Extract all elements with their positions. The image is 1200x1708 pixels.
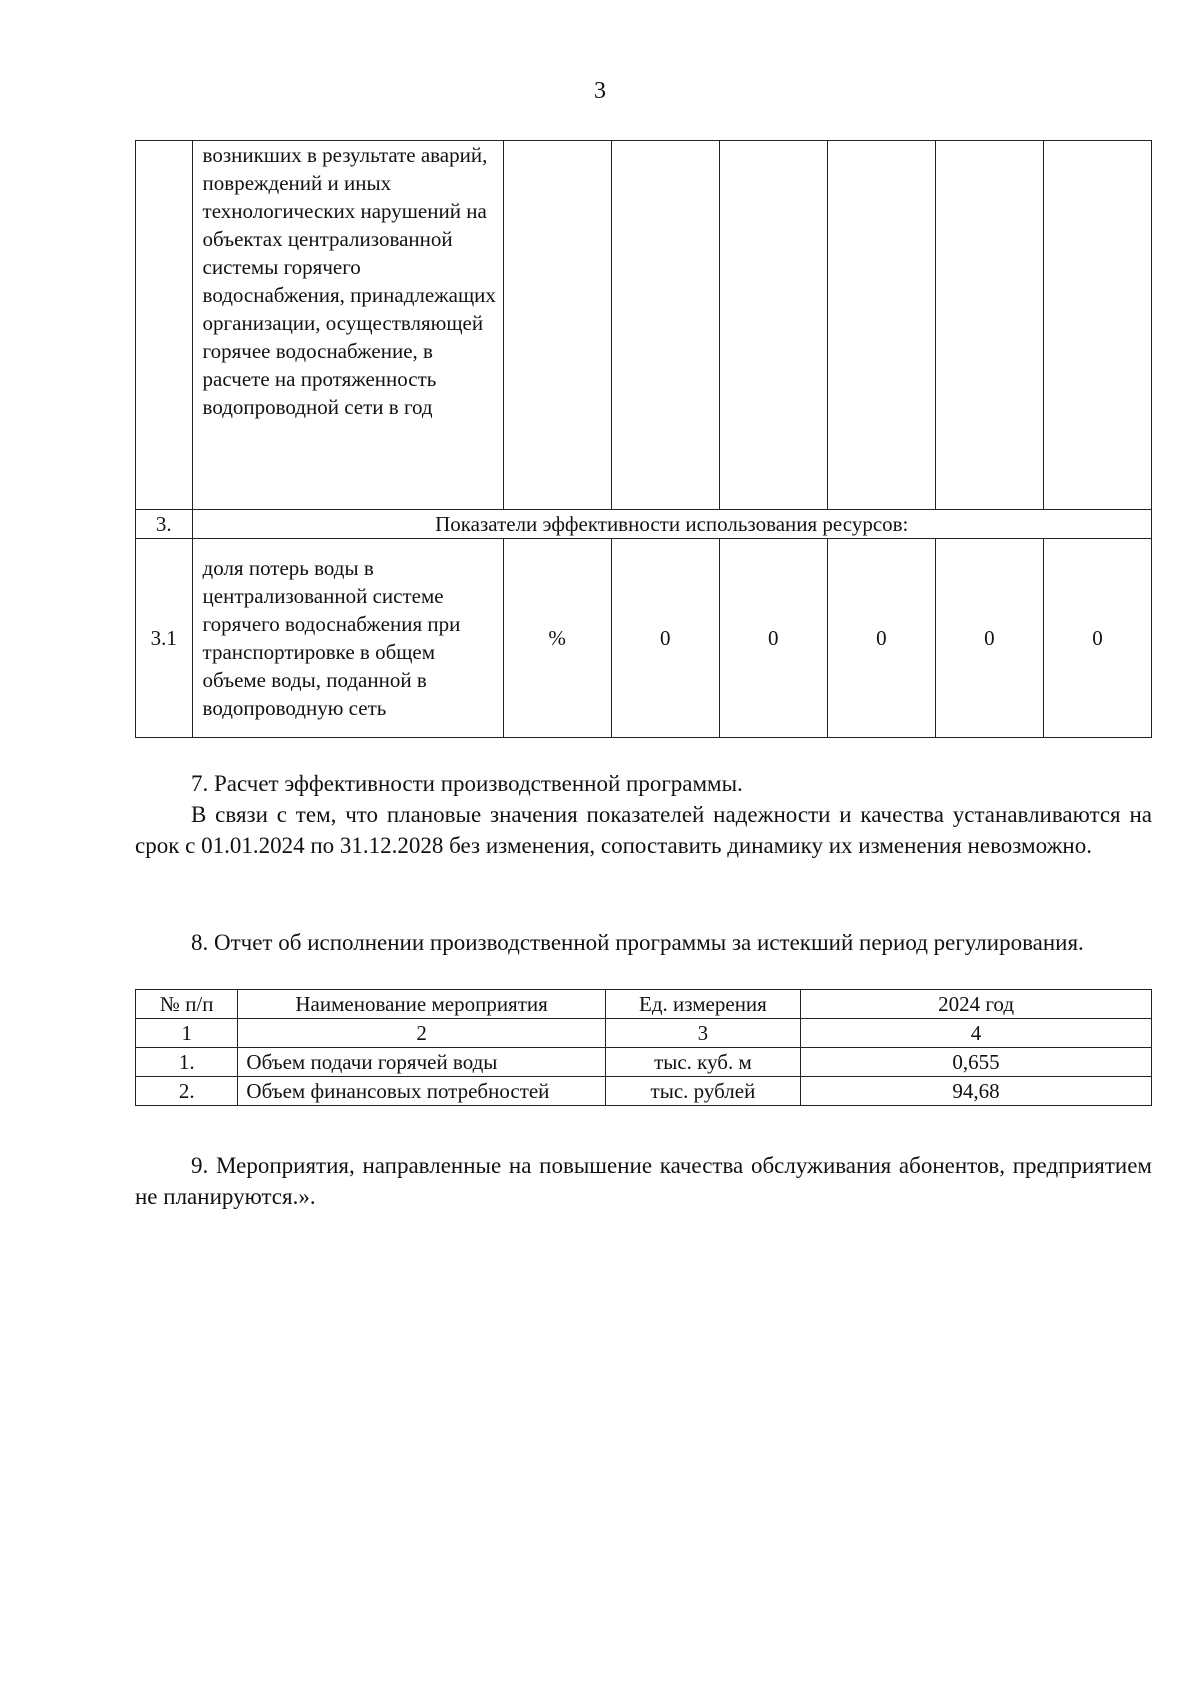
section-8-heading: 8. Отчет об исполнении производственной программы за истекший период регулирования. [191, 930, 1084, 955]
unit-cell: тыс. куб. м [605, 1048, 800, 1077]
activity-name-cell: Объем финансовых потребностей [238, 1077, 605, 1106]
column-header: № п/п [136, 990, 238, 1019]
value-cell [611, 141, 719, 510]
section-7-text: В связи с тем, что плановые значения показателей надежности и качества устанавливаются на срок с 01.01.2024 по 31.12.2028 без изменения, сопоставить динамику их изменения невозможно. [135, 802, 1152, 858]
indicator-name-cell: доля потерь воды в централизованной системе горячего водоснабжения при транспортировке в общем объеме воды, поданной в водопроводную сеть [192, 539, 503, 738]
report-table [135, 989, 1152, 1106]
row-number-cell: 3.1 [136, 539, 193, 738]
page-number: 3 [594, 78, 606, 104]
section-row [136, 510, 1152, 539]
column-number: 3 [605, 1019, 800, 1048]
value-cell: 0,655 [801, 1048, 1152, 1077]
value-cell: 0 [935, 539, 1043, 738]
row-number-cell: 2. [136, 1077, 238, 1106]
value-cell: 0 [827, 539, 935, 738]
unit-cell [503, 141, 611, 510]
section-number-cell: 3. [136, 510, 193, 539]
unit-cell: % [503, 539, 611, 738]
activity-name-cell: Объем подачи горячей воды [238, 1048, 605, 1077]
table-header-row [136, 990, 1152, 1019]
column-number: 2 [238, 1019, 605, 1048]
column-header: Ед. измерения [605, 990, 800, 1019]
section-7-heading: 7. Расчет эффективности производственной программы. [191, 771, 743, 796]
column-number: 1 [136, 1019, 238, 1048]
column-header: 2024 год [801, 990, 1152, 1019]
indicator-table [135, 140, 1152, 738]
value-cell: 0 [1043, 539, 1151, 738]
table-row [136, 539, 1152, 738]
section-title-cell: Показатели эффективности использования ресурсов: [192, 510, 1151, 539]
section-9-text: 9. Мероприятия, направленные на повышение качества обслуживания абонентов, предприятием не планируются.». [135, 1153, 1152, 1209]
value-cell: 0 [611, 539, 719, 738]
row-number-cell [136, 141, 193, 510]
column-header: Наименование мероприятия [238, 990, 605, 1019]
table-row [136, 141, 1152, 510]
table-row [136, 1048, 1152, 1077]
section-7 [135, 768, 1152, 861]
indicator-name-cell: возникших в результате аварий, повреждений и иных технологических нарушений на объектах централизованной системы горячего водоснабжения, принадлежащих организации, осуществляющей горячее водоснабжение, в расчете на протяженность водопроводной сети в год [192, 141, 503, 510]
value-cell [827, 141, 935, 510]
table-row [136, 1077, 1152, 1106]
value-cell [935, 141, 1043, 510]
value-cell [1043, 141, 1151, 510]
column-number: 4 [801, 1019, 1152, 1048]
column-number-row [136, 1019, 1152, 1048]
value-cell: 94,68 [801, 1077, 1152, 1106]
unit-cell: тыс. рублей [605, 1077, 800, 1106]
value-cell [719, 141, 827, 510]
row-number-cell: 1. [136, 1048, 238, 1077]
value-cell: 0 [719, 539, 827, 738]
